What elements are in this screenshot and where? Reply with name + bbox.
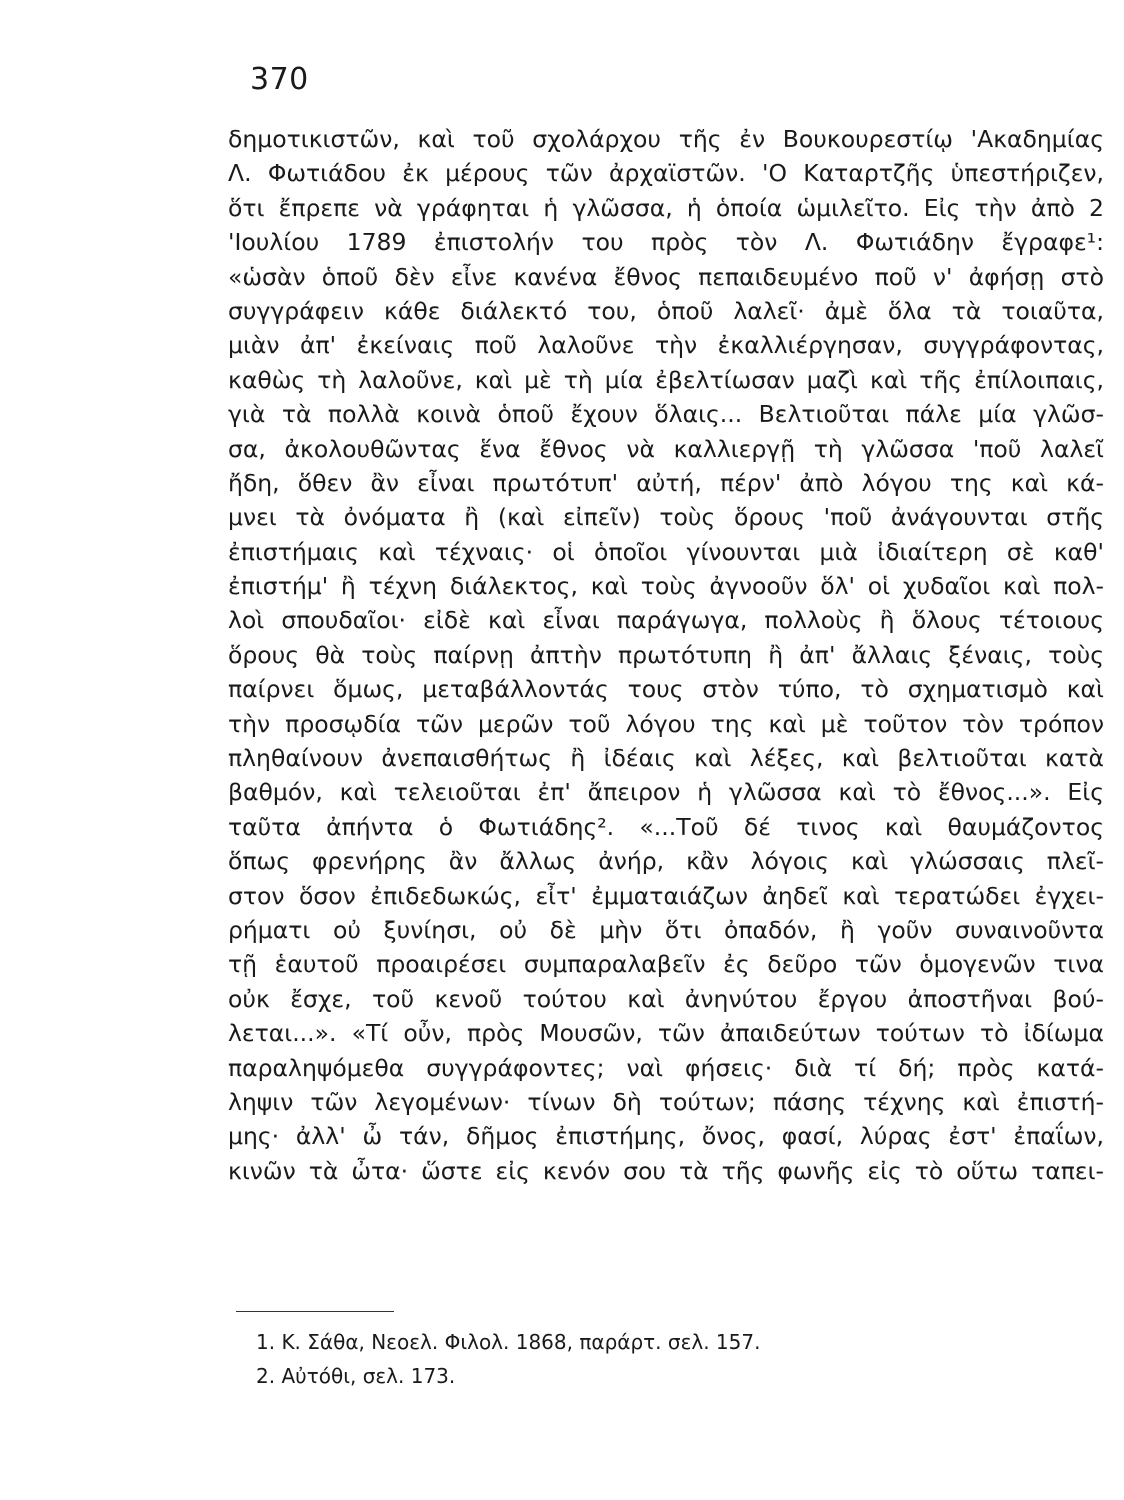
text-line: στον ὅσον ἐπιδεδωκώς, εἶτ' ἐμματαιάζων ἀηδεῖ καὶ τερατώδει ἐγχει- [228, 881, 1104, 910]
text-line: πληθαίνουν ἀνεπαισθήτως ἢ ἰδέαις καὶ λέξες, καὶ βελτιοῦται κατὰ [228, 744, 1104, 773]
text-line: ρήματι οὐ ξυνίησι, οὐ δὲ μὴν ὅτι ὀπαδόν, ἢ γοῦν συναινοῦντα [228, 915, 1104, 944]
text-line: Λ. Φωτιάδου ἐκ μέρους τῶν ἀρχαϊστῶν. 'Ο Καταρτζῆς ὑπεστήριζεν, [228, 159, 1104, 188]
text-line: λοὶ σπουδαῖοι· εἰδὲ καὶ εἶναι παράγωγα, πολλοὺς ἢ ὅλους τέτοιους [228, 606, 1104, 635]
text-line: σα, ἀκολουθῶντας ἕνα ἔθνος νὰ καλλιεργῇ τὴ γλῶσσα 'ποῦ λαλεῖ [228, 434, 1104, 463]
text-line: ἐπιστήμαις καὶ τέχναις· οἱ ὁποῖοι γίνουνται μιὰ ἰδιαίτερη σὲ καθ' [228, 537, 1104, 566]
text-line: ὅρους θὰ τοὺς παίρνῃ ἀπτὴν πρωτότυπη ἢ ἀπ' ἄλλαις ξέναις, τοὺς [228, 640, 1104, 669]
text-line: μνει τὰ ὀνόματα ἢ (καὶ εἰπεῖν) τοὺς ὅρους 'ποῦ ἀνάγουνται στῆς [228, 503, 1104, 532]
footnotes [256, 1325, 760, 1393]
text-line: λεται...». «Τί οὖν, πρὸς Μουσῶν, τῶν ἀπαιδεύτων τούτων τὸ ἰδίωμα [228, 1019, 1104, 1048]
text-line: δημοτικιστῶν, καὶ τοῦ σχολάρχου τῆς ἐν Βουκουρεστίῳ 'Ακαδημίας [228, 125, 1104, 153]
page-number: 370 [250, 62, 309, 97]
text-line: τὴν προσῳδία τῶν μερῶν τοῦ λόγου της καὶ μὲ τοῦτον τὸν τρόπον [228, 709, 1104, 738]
text-line: κινῶν τὰ ὦτα· ὥστε εἰς κενόν σου τὰ τῆς φωνῆς εἰς τὸ οὕτω ταπει- [228, 1156, 1104, 1185]
body-text [228, 122, 1104, 1188]
footnote: 1. Κ. Σάθα, Νεοελ. Φιλολ. 1868, παράρτ. σελ. 157. [256, 1330, 761, 1354]
text-line: γιὰ τὰ πολλὰ κοινὰ ὁποῦ ἔχουν ὅλαις... Βελτιοῦται πάλε μία γλῶσ- [228, 400, 1104, 429]
text-line: ταῦτα ἀπήντα ὁ Φωτιάδης². «...Τοῦ δέ τινος καὶ θαυμάζοντος [228, 812, 1104, 841]
text-line: ὅτι ἔπρεπε νὰ γράφηται ἡ γλῶσσα, ἡ ὁποία ὡμιλεῖτο. Εἰς τὴν ἀπὸ 2 [228, 193, 1104, 222]
footnote-divider [236, 1311, 394, 1312]
text-line: «ὡσὰν ὁποῦ δὲν εἶνε κανένα ἔθνος πεπαιδευμένο ποῦ ν' ἀφήσῃ στὸ [228, 262, 1104, 291]
footnote: 2. Αὐτόθι, σελ. 173. [256, 1364, 456, 1388]
text-line: παραληψόμεθα συγγράφοντες; ναὶ φήσεις· διὰ τί δή; πρὸς κατά- [228, 1053, 1104, 1082]
text-line: ἤδη, ὅθεν ἂν εἶναι πρωτότυπ' αὐτή, πέρν' ἀπὸ λόγου της καὶ κά- [228, 468, 1104, 497]
text-line: βαθμόν, καὶ τελειοῦται ἐπ' ἄπειρον ἡ γλῶσσα καὶ τὸ ἔθνος...». Εἰς [228, 778, 1104, 807]
text-line: τῇ ἑαυτοῦ προαιρέσει συμπαραλαβεῖν ἐς δεῦρο τῶν ὁμογενῶν τινα [228, 950, 1104, 979]
text-line: ὅπως φρενήρης ἂν ἄλλως ἀνήρ, κἂν λόγοις καὶ γλώσσαις πλεῖ- [228, 847, 1104, 876]
text-line: μης· ἀλλ' ὦ τάν, δῆμος ἐπιστήμης, ὄνος, φασί, λύρας ἐστ' ἐπαΐων, [228, 1122, 1104, 1151]
text-line: μιὰν ἀπ' ἐκείναις ποῦ λαλοῦνε τὴν ἐκαλλιέργησαν, συγγράφοντας, [228, 331, 1104, 360]
text-line: 'Ιουλίου 1789 ἐπιστολήν του πρὸς τὸν Λ. Φωτιάδην ἔγραφε¹: [228, 228, 1104, 257]
text-line: συγγράφειν κάθε διάλεκτό του, ὁποῦ λαλεῖ· ἀμὲ ὅλα τὰ τοιαῦτα, [228, 296, 1104, 325]
text-line: ληψιν τῶν λεγομένων· τίνων δὴ τούτων; πάσης τέχνης καὶ ἐπιστή- [228, 1087, 1104, 1116]
text-line: οὐκ ἔσχε, τοῦ κενοῦ τούτου καὶ ἀνηνύτου ἔργου ἀποστῆναι βού- [228, 984, 1104, 1013]
text-line: ἐπιστήμ' ἢ τέχνη διάλεκτος, καὶ τοὺς ἀγνοοῦν ὅλ' οἱ χυδαῖοι καὶ πολ- [228, 572, 1104, 601]
text-line: παίρνει ὅμως, μεταβάλλοντάς τους στὸν τύπο, τὸ σχηματισμὸ καὶ [228, 675, 1104, 704]
text-line: καθὼς τὴ λαλοῦνε, καὶ μὲ τὴ μία ἐβελτίωσαν μαζὶ καὶ τῆς ἐπίλοιπαις, [228, 365, 1104, 394]
